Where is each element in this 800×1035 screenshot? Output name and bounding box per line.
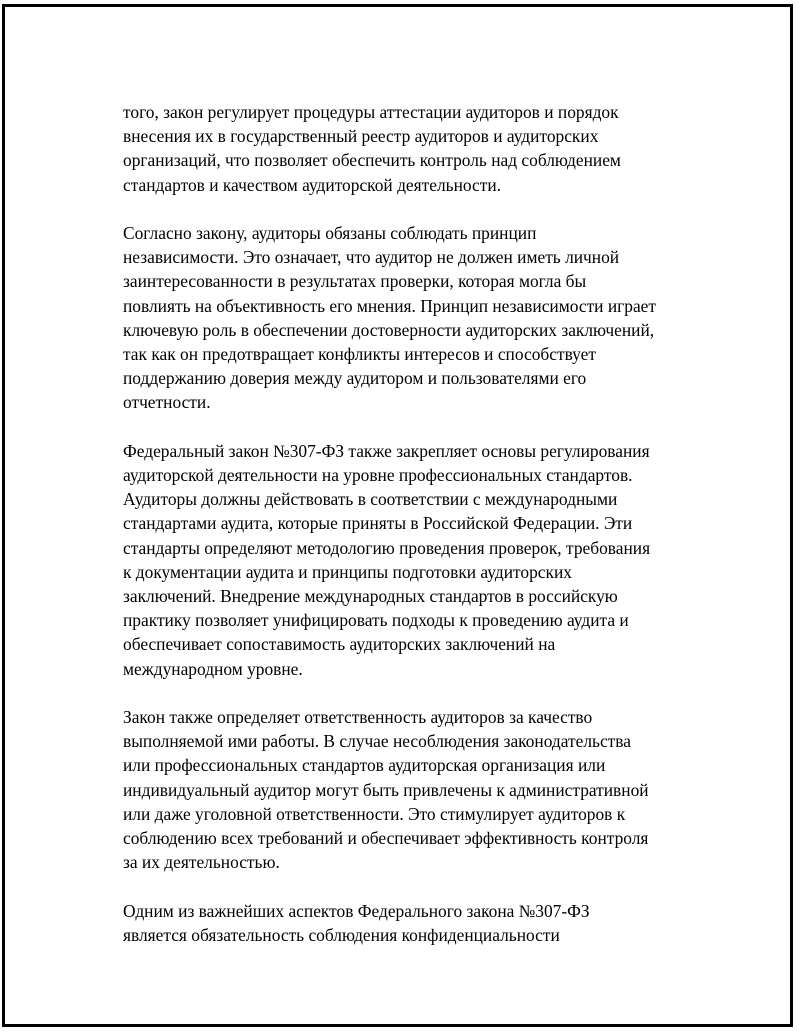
- text-line: внесения их в государственный реестр аудиторов и аудиторских: [123, 126, 599, 147]
- text-line: стандартов и качеством аудиторской деятельности.: [123, 174, 501, 195]
- text-line: соблюдению всех требований и обеспечивает эффективность контроля: [123, 828, 649, 849]
- document-body: [123, 100, 693, 971]
- text-line: того, закон регулирует процедуры аттестации аудиторов и порядок: [123, 102, 619, 122]
- paragraph-4: [123, 705, 693, 874]
- text-line: Одним из важнейших аспектов Федерального закона №307-ФЗ: [123, 900, 590, 921]
- text-line: отчетности.: [123, 392, 211, 413]
- text-line: так как он предотвращает конфликты интересов и способствует: [123, 344, 596, 365]
- text-line: практику позволяет унифицировать подходы к проведению аудита и: [123, 610, 629, 631]
- text-line: аудиторской деятельности на уровне профессиональных стандартов.: [123, 465, 633, 486]
- text-line: или профессиональных стандартов аудиторская организация или: [123, 755, 606, 776]
- text-line: международном уровне.: [123, 658, 303, 679]
- text-line: повлиять на объективность его мнения. Принцип независимости играет: [123, 295, 656, 316]
- text-line: индивидуальный аудитор могут быть привлечены к административной: [123, 779, 649, 800]
- text-line: заключений. Внедрение международных стандартов в российскую: [123, 586, 618, 607]
- text-line: независимости. Это означает, что аудитор не должен иметь личной: [123, 247, 620, 268]
- text-line: Закон также определяет ответственность аудиторов за качество: [123, 707, 593, 728]
- text-line: за их деятельностью.: [123, 852, 280, 873]
- text-line: Аудиторы должны действовать в соответствии с международными: [123, 489, 618, 510]
- text-line: или даже уголовной ответственности. Это стимулирует аудиторов к: [123, 803, 626, 824]
- text-line: стандартами аудита, которые приняты в Российской Федерации. Эти: [123, 513, 633, 534]
- text-line: организаций, что позволяет обеспечить контроль над соблюдением: [123, 150, 621, 171]
- text-line: обеспечивает сопоставимость аудиторских заключений на: [123, 634, 556, 655]
- paragraph-3: [123, 439, 693, 681]
- text-line: выполняемой ими работы. В случае несоблюдения законодательства: [123, 731, 631, 752]
- text-line: ключевую роль в обеспечении достоверности аудиторских заключений,: [123, 319, 655, 340]
- page-frame: [2, 4, 793, 1027]
- text-line: поддержанию доверия между аудитором и пользователями его: [123, 368, 587, 389]
- paragraph-5: [123, 899, 693, 947]
- paragraph-2: [123, 221, 693, 415]
- text-line: к документации аудита и принципы подготовки аудиторских: [123, 561, 572, 582]
- text-line: Федеральный закон №307-ФЗ также закрепляет основы регулирования: [123, 440, 650, 461]
- text-line: Согласно закону, аудиторы обязаны соблюдать принцип: [123, 223, 537, 243]
- text-line: стандарты определяют методологию проведения проверок, требования: [123, 537, 651, 558]
- text-line: заинтересованности в результатах проверки, которая могла бы: [123, 271, 587, 292]
- paragraph-1: [123, 100, 693, 197]
- text-line: является обязательность соблюдения конфиденциальности: [123, 924, 560, 945]
